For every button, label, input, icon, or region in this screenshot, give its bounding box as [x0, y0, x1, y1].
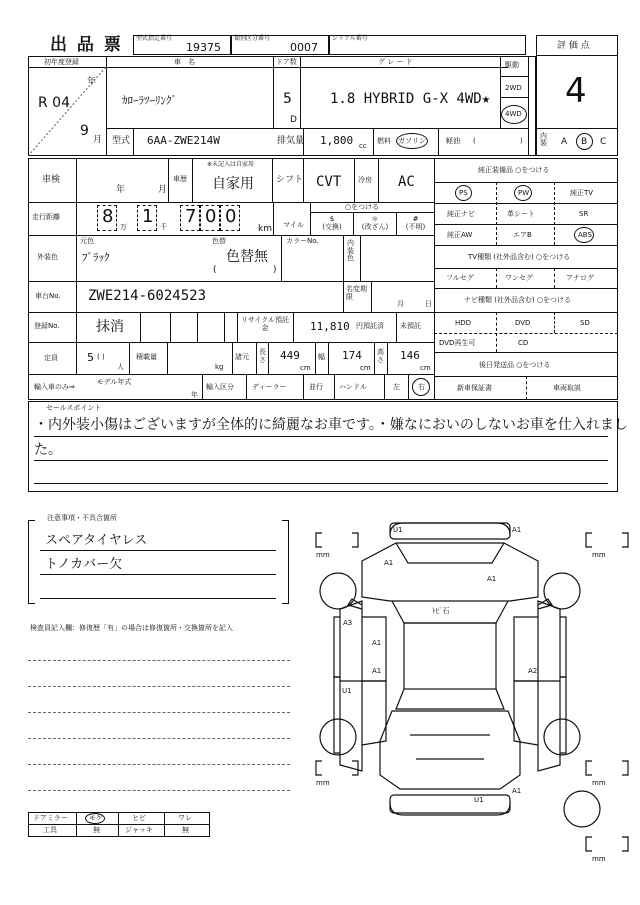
sales-point-label: セールスポイント	[46, 404, 102, 412]
mark-right-rear-door: A2	[528, 667, 538, 675]
mileage-unit-man: 万	[120, 223, 127, 231]
drive-4wd: 4WD	[505, 110, 522, 118]
parts-jack-label: ジャッキ	[125, 826, 153, 834]
interior-c: C	[600, 137, 607, 147]
parts-mirror-loose-circle	[85, 813, 105, 824]
tv-analog: アナログ	[566, 274, 594, 282]
displacement-label: 排気量	[277, 136, 305, 146]
sales-point-line1: ・内外装小傷はございますが全体的に綺麗なお車です。・嫌なにおいのしないお車を仕入れまし	[34, 417, 628, 433]
mileage-modified: ＊ (改ざん)	[361, 215, 389, 232]
equip-abs: ABS	[578, 231, 592, 239]
width-cm: cm	[360, 364, 371, 372]
equip-leather: 革シート	[507, 210, 535, 218]
import-class-label: 輸入区分	[206, 383, 234, 391]
first-reg-label: 初年度登録	[44, 58, 79, 66]
displacement-value: 1,800	[320, 134, 354, 147]
mm-rl: mm	[316, 779, 330, 787]
mileage-unknown: # (不明)	[405, 215, 426, 232]
mileage-d4: 0	[205, 206, 217, 227]
notes-label: 注意事項・不具合箇所	[47, 514, 117, 522]
history-value: 自家用	[212, 176, 254, 192]
mileage-d3: 7	[185, 206, 197, 227]
recycle-unit: 円預託済	[356, 322, 384, 330]
title-expiry-label: 名変期限	[346, 285, 367, 302]
equip-ps-circle	[455, 185, 472, 201]
notes-line1: スペアタイヤレス	[45, 533, 148, 548]
equip-airbag: エアB	[513, 231, 532, 239]
color-no-label: カラーNo.	[286, 237, 319, 245]
grade-points-value: 4	[565, 71, 587, 111]
dims-label: 諸元	[235, 353, 249, 361]
mm-fr: mm	[592, 551, 606, 559]
import-label: 輸入車のみ⇒	[34, 383, 75, 391]
capacity-paren: ( )	[97, 353, 105, 361]
door-type: D	[290, 115, 297, 125]
fuel-gasoline-circle	[396, 133, 428, 149]
class-no-value: 0007	[290, 41, 318, 54]
drive-label: 駆動	[505, 61, 519, 69]
capacity-value: 5	[87, 351, 94, 364]
car-name-label: 車 名	[174, 58, 195, 66]
length-value: 449	[280, 349, 300, 362]
recycle-label: リサイクル預託金	[240, 316, 290, 333]
mileage-km: km	[258, 224, 272, 234]
color-label: 外装色	[37, 253, 58, 261]
mark-windshield: ﾄﾋﾞ石	[432, 607, 450, 615]
drive-4wd-circle	[501, 105, 527, 124]
mark-front-bumper-right: A1	[512, 526, 522, 534]
parts-tool-label: 工具	[43, 826, 57, 834]
handle-label: ハンドル	[339, 383, 367, 391]
model-year-year: 年	[191, 391, 198, 399]
expiry-day: 日	[425, 300, 432, 308]
fuel-gasoline: ガソリン	[398, 137, 426, 145]
inspector-label: 検査員記入欄：修復歴「有」の場合は修復箇所・交換箇所を記入	[30, 624, 233, 632]
shaken-label: 車検	[42, 175, 61, 185]
model-no-value: 19375	[186, 41, 221, 54]
history-label: 車歴	[173, 175, 187, 183]
mark-hood: A1	[487, 575, 497, 583]
parts-mirror-crack: ヒビ	[132, 814, 146, 822]
parts-mirror-label: ドアミラー	[33, 814, 68, 822]
mileage-label: 走行距離	[32, 213, 60, 221]
width-value: 174	[342, 349, 362, 362]
shaken-month-label: 月	[158, 185, 168, 195]
diesel-label: 軽油	[446, 137, 460, 145]
parts-jack-value: 無	[182, 826, 189, 834]
grade-value: 1.8 HYBRID G-X 4WD★	[330, 91, 491, 107]
model-label: 型式	[112, 136, 131, 146]
first-reg-era: R 04	[38, 95, 70, 111]
sales-point-box	[28, 401, 618, 492]
interior-b: B	[581, 137, 588, 147]
shaken-year-label: 年	[116, 185, 126, 195]
first-reg-year-label: 年	[87, 77, 97, 87]
navi-sd: SD	[580, 319, 590, 327]
model-no-label: 型式指定番号	[136, 35, 173, 42]
equip-aw: 純正AW	[447, 231, 473, 239]
equipment-title: 純正装備品 ○をつける	[478, 166, 550, 174]
mileage-d5: 0	[225, 206, 237, 227]
displacement-unit: cc	[359, 142, 367, 150]
model-year-label: モデル年式	[96, 378, 132, 386]
car-name-value: ｶﾛｰﾗﾂｰﾘﾝｸﾞ	[122, 94, 177, 107]
equip-pw-circle	[514, 185, 532, 201]
interior-b-circle	[576, 133, 593, 150]
orig-color-label: 元色	[80, 237, 94, 245]
sales-point-line2: た。	[34, 442, 62, 458]
height-value: 146	[400, 349, 420, 362]
shift-label: シフト	[276, 175, 304, 185]
mm-spare: mm	[592, 855, 606, 863]
mark-left-fender: A1	[384, 559, 394, 567]
height-label: 高さ	[377, 348, 384, 364]
recycle-value: 11,810	[310, 320, 350, 333]
width-label: 幅	[318, 353, 325, 361]
model-value: 6AA-ZWE214W	[147, 134, 220, 147]
interior-label: 内装	[540, 132, 547, 147]
notes-line2: トノカバー欠	[45, 557, 123, 572]
mark-rear-bumper-right: A1	[512, 787, 522, 795]
first-reg-month: 9	[80, 123, 89, 139]
equip-abs-circle	[574, 227, 594, 243]
import-parallel: 並行	[309, 383, 323, 391]
navi-title: ナビ種類 (社外品含む) ○をつける	[464, 296, 572, 304]
mileage-mark: ○をつける	[345, 203, 380, 211]
mileage-d1: 8	[102, 206, 114, 227]
paren-left: (	[213, 265, 217, 275]
tv-title: TV種類 (社外品含む) ○をつける	[468, 253, 571, 261]
equip-pw: PW	[518, 189, 530, 197]
navi-dvd: DVD	[515, 319, 531, 327]
doors-label: ドア数	[276, 58, 297, 66]
equip-navi: 純正ナビ	[447, 210, 475, 218]
mileage-exchanged: $ (交換)	[322, 215, 342, 232]
chassis-value: ZWE214-6024523	[88, 288, 207, 304]
length-cm: cm	[300, 364, 311, 372]
not-deposited: 未預託	[400, 322, 421, 330]
parts-mirror-loose: モゲ	[89, 814, 103, 822]
interior-a: A	[561, 137, 568, 147]
mark-left-rear-door: A1	[372, 667, 382, 675]
mileage-d2: 1	[142, 206, 154, 227]
parts-mirror-break: ワレ	[178, 814, 192, 822]
load-label: 積載量	[136, 353, 157, 361]
first-reg-month-label: 月	[93, 135, 103, 145]
load-kg: kg	[215, 363, 224, 371]
equip-tv: 純正TV	[570, 189, 594, 197]
delivery-warranty: 新車保証書	[457, 384, 492, 392]
color-change-value: 色替無	[226, 249, 268, 265]
handle-left: 左	[393, 383, 400, 391]
equip-ps: PS	[459, 189, 468, 197]
capacity-label: 定員	[44, 354, 58, 362]
handle-right-circle	[412, 378, 430, 396]
mm-rr: mm	[592, 779, 606, 787]
length-label: 長さ	[259, 348, 266, 364]
mark-left-front-door-panel: A3	[343, 619, 353, 627]
grade-points-label: 評 価 点	[557, 41, 590, 51]
class-no-label: 類別区分番号	[234, 35, 271, 42]
interior-color-label: 内装色	[347, 239, 354, 263]
parts-tool-value: 無	[93, 826, 100, 834]
registration-label: 登録No.	[34, 322, 60, 330]
equip-sr: SR	[579, 210, 589, 218]
chassis-label: 車台No.	[35, 292, 61, 300]
mark-rear-bumper: U1	[474, 796, 484, 804]
registration-value: 抹消	[96, 319, 124, 335]
drive-2wd: 2WD	[505, 84, 522, 92]
ac-label: 冷房	[358, 176, 372, 184]
mileage-mile: マイル	[283, 221, 304, 229]
dvd-label: DVD再生可	[439, 339, 476, 347]
fuel-label: 燃料	[377, 137, 391, 145]
history-note: ※未記入は自家用	[207, 161, 255, 168]
expiry-month: 月	[397, 300, 404, 308]
tv-one: ワンセグ	[505, 274, 533, 282]
paren-right: )	[273, 265, 277, 275]
import-dealer: ディーラー	[252, 383, 287, 391]
notes-bracket-right	[282, 520, 289, 604]
mm-fl: mm	[316, 551, 330, 559]
color-change-label: 色替	[212, 237, 226, 245]
serial-label: シリアル番号	[332, 35, 368, 42]
delivery-title: 後日発送品 ○をつける	[479, 361, 551, 369]
mark-left-front-door: A1	[372, 639, 382, 647]
sheet-title: 出 品 票	[50, 35, 123, 55]
orig-color-value: ﾌﾞﾗｯｸ	[82, 251, 110, 264]
doors-value: 5	[283, 91, 292, 107]
notes-bracket-left	[28, 520, 35, 604]
shift-value: CVT	[316, 174, 342, 190]
handle-right: 右	[418, 383, 425, 391]
mark-left-rocker: U1	[342, 687, 352, 695]
delivery-manual: 車両取説	[553, 384, 581, 392]
navi-hdd: HDD	[455, 319, 472, 327]
grade-label: グ レ ー ド	[378, 58, 413, 66]
ac-value: AC	[398, 174, 415, 190]
mileage-unit-sen: 千	[160, 223, 167, 231]
height-cm: cm	[420, 364, 431, 372]
dvd-cd: CD	[518, 339, 529, 347]
capacity-person: 人	[117, 363, 124, 371]
tv-full: フルセグ	[446, 274, 474, 282]
mark-front-bumper-left: U1	[393, 526, 403, 534]
